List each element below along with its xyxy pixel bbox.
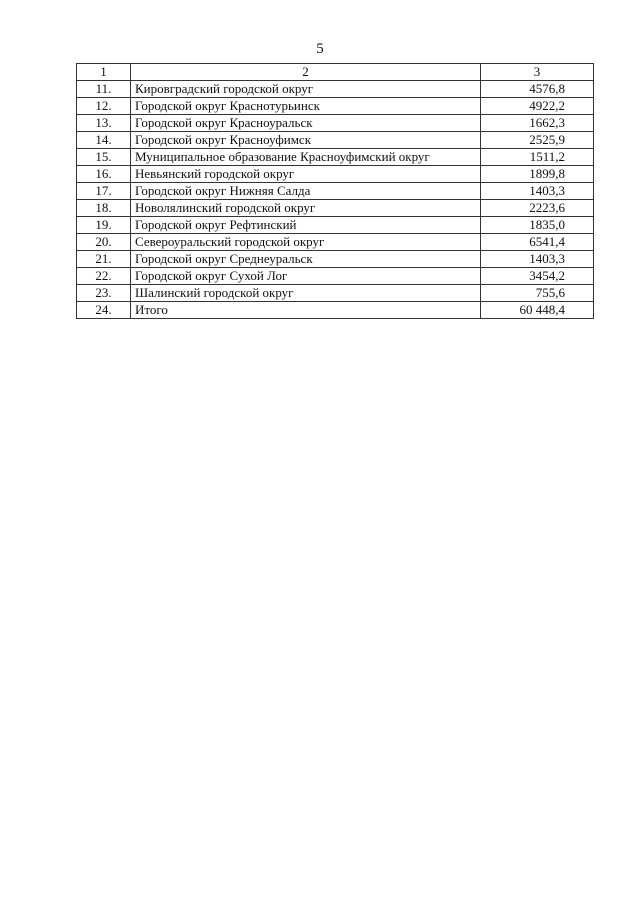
table-row bbox=[77, 285, 594, 302]
municipality-name: Шалинский городской округ bbox=[131, 285, 481, 302]
row-number: 11. bbox=[77, 81, 131, 98]
row-value: 1835,0 bbox=[481, 217, 594, 234]
page-number: 5 bbox=[316, 41, 324, 57]
row-value: 4576,8 bbox=[481, 81, 594, 98]
row-number: 12. bbox=[77, 98, 131, 115]
row-value: 2525,9 bbox=[481, 132, 594, 149]
table-row bbox=[77, 251, 594, 268]
municipality-name: Городской округ Красноуфимск bbox=[131, 132, 481, 149]
row-number: 24. bbox=[77, 302, 131, 319]
row-number: 22. bbox=[77, 268, 131, 285]
row-value: 6541,4 bbox=[481, 234, 594, 251]
table-row bbox=[77, 149, 594, 166]
column-header-2: 2 bbox=[131, 64, 481, 81]
row-number: 23. bbox=[77, 285, 131, 302]
table-row bbox=[77, 81, 594, 98]
municipality-name: Городской округ Краснотурьинск bbox=[131, 98, 481, 115]
row-value: 1899,8 bbox=[481, 166, 594, 183]
municipality-name: Североуральский городской округ bbox=[131, 234, 481, 251]
row-number: 16. bbox=[77, 166, 131, 183]
municipality-name: Городской округ Среднеуральск bbox=[131, 251, 481, 268]
total-row bbox=[77, 302, 594, 319]
table-row bbox=[77, 183, 594, 200]
column-header-3: 3 bbox=[481, 64, 594, 81]
row-value: 1662,3 bbox=[481, 115, 594, 132]
row-number: 18. bbox=[77, 200, 131, 217]
row-number: 13. bbox=[77, 115, 131, 132]
total-value: 60 448,4 bbox=[481, 302, 594, 319]
table-row bbox=[77, 115, 594, 132]
municipality-name: Муниципальное образование Красноуфимский округ bbox=[131, 149, 481, 166]
municipality-name: Городской округ Сухой Лог bbox=[131, 268, 481, 285]
municipal-values-table bbox=[76, 63, 594, 319]
row-number: 15. bbox=[77, 149, 131, 166]
row-value: 1511,2 bbox=[481, 149, 594, 166]
table-row bbox=[77, 200, 594, 217]
table-row bbox=[77, 268, 594, 285]
table-row bbox=[77, 166, 594, 183]
municipality-name: Городской округ Красноуральск bbox=[131, 115, 481, 132]
total-label: Итого bbox=[131, 302, 481, 319]
municipality-name: Новолялинский городской округ bbox=[131, 200, 481, 217]
row-value: 3454,2 bbox=[481, 268, 594, 285]
municipality-name: Невьянский городской округ bbox=[131, 166, 481, 183]
table-row bbox=[77, 132, 594, 149]
municipality-name: Кировградский городской округ bbox=[131, 81, 481, 98]
column-header-1: 1 bbox=[77, 64, 131, 81]
row-value: 1403,3 bbox=[481, 183, 594, 200]
table-row bbox=[77, 217, 594, 234]
row-value: 2223,6 bbox=[481, 200, 594, 217]
table-row bbox=[77, 234, 594, 251]
row-number: 21. bbox=[77, 251, 131, 268]
row-value: 1403,3 bbox=[481, 251, 594, 268]
row-number: 17. bbox=[77, 183, 131, 200]
municipality-name: Городской округ Нижняя Салда bbox=[131, 183, 481, 200]
table-row bbox=[77, 98, 594, 115]
row-number: 14. bbox=[77, 132, 131, 149]
column-number-row bbox=[77, 64, 594, 81]
row-value: 755,6 bbox=[481, 285, 594, 302]
municipality-name: Городской округ Рефтинский bbox=[131, 217, 481, 234]
row-number: 20. bbox=[77, 234, 131, 251]
row-value: 4922,2 bbox=[481, 98, 594, 115]
row-number: 19. bbox=[77, 217, 131, 234]
